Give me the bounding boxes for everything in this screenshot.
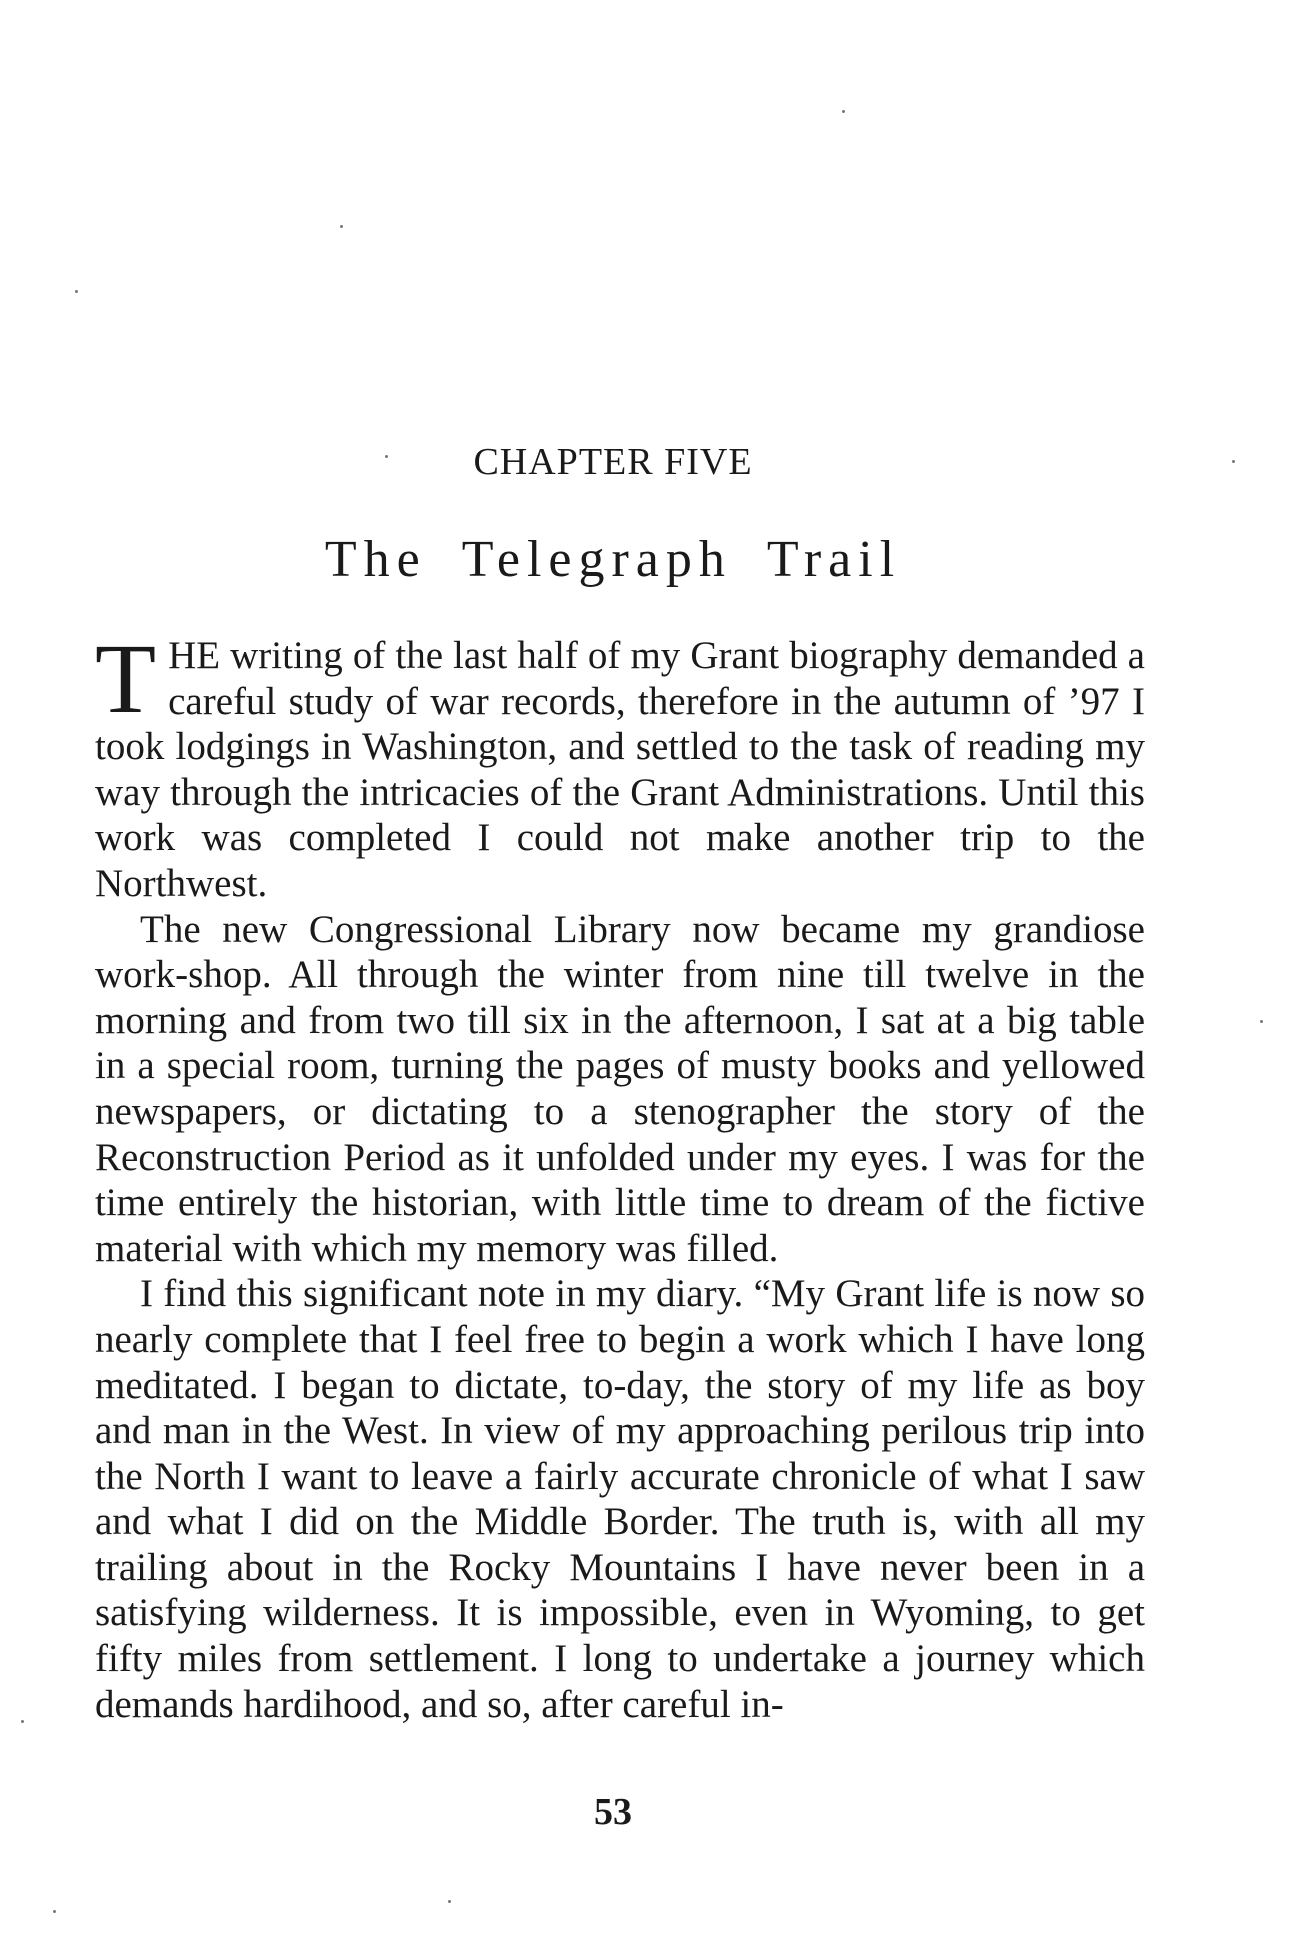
paragraph-1-text: HE writing of the last half of my Grant biography demanded a careful study of war records, therefore in the autumn of ’97 I took lodgings in Washington, and settled to the task of reading my way through the intricacies of the Grant Administrations. Until this work was completed I could not make another trip to the Northwest.	[95, 634, 1145, 905]
paragraph-1	[95, 623, 1145, 907]
paragraph-3: I find this significant note in my diary. “My Grant life is now so nearly complete that I feel free to begin a work which I have long meditated. I began to dictate, to-day, the story of my life as boy and man in the West. In view of my approaching perilous trip into the North I want to leave a fairly accurate chronicle of what I saw and what I did on the Middle Border. The truth is, with all my trailing about in the Rocky Mountains I have never been in a satisfying wilderness. It is impossible, even in Wyoming, to get fifty miles from settlement. I long to undertake a journey which demands hardihood, and so, after careful in-	[95, 1272, 1145, 1726]
body-text	[95, 623, 1145, 1727]
chapter-label: CHAPTER FIVE	[473, 441, 753, 483]
drop-cap: T	[95, 623, 157, 734]
page-number: 53	[594, 1791, 632, 1833]
paragraph-2: The new Congressional Library now became my grandiose work-shop. All through the winter from nine till twelve in the morning and from two till six in the afternoon, I sat at a big table in a special room, turning the pages of musty books and yellowed newspapers, or dictating to a stenographer the story of the Reconstruction Period as it unfolded under my eyes. I was for the time entirely the historian, with little time to dream of the fictive material with which my memory was filled.	[95, 907, 1145, 1270]
chapter-title: The Telegraph Trail	[324, 531, 902, 588]
